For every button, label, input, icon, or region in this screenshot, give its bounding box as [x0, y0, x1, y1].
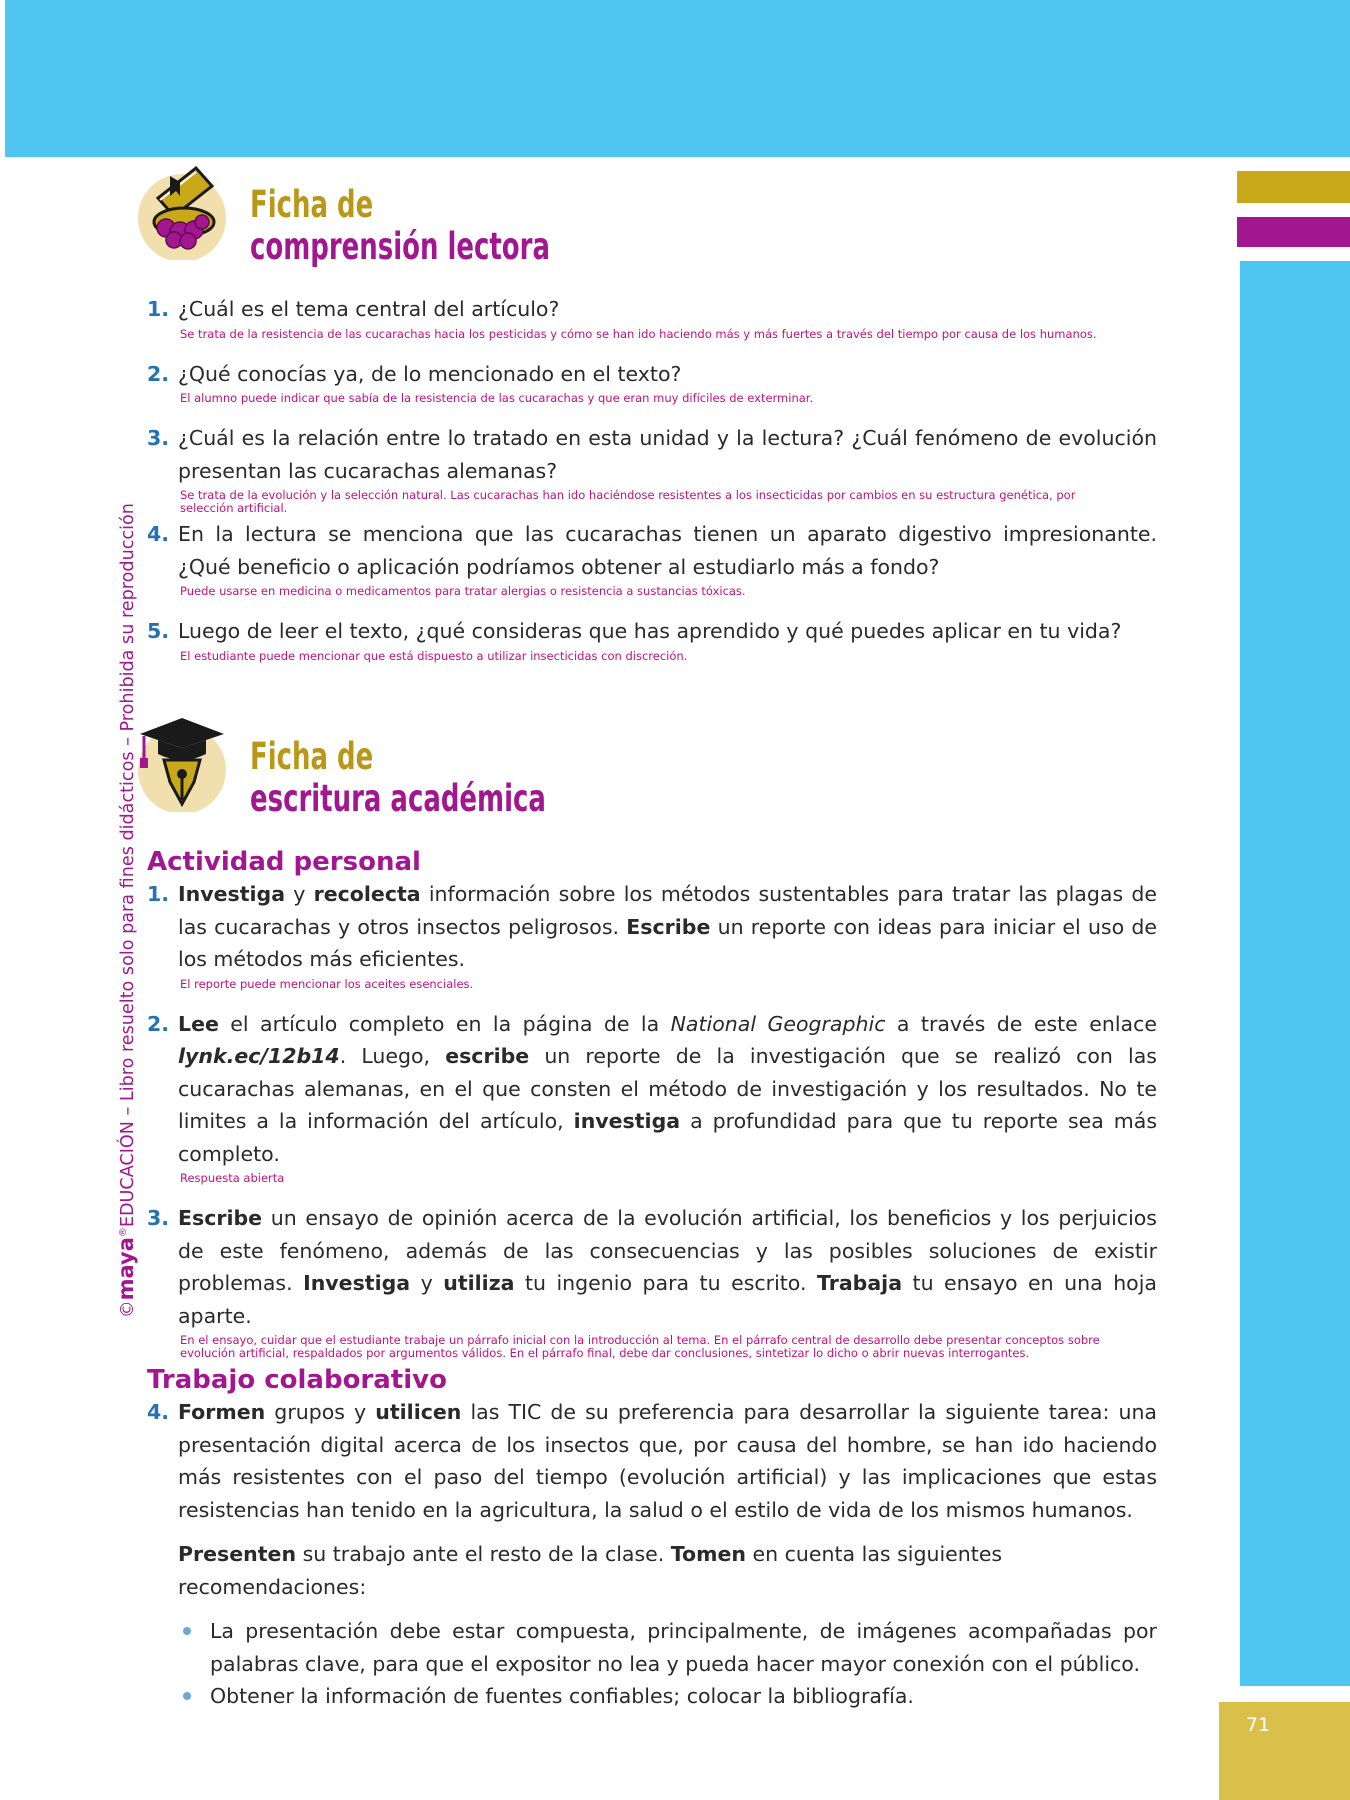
reading-question-1 — [147, 293, 1157, 326]
reading-title-line1: Ficha de — [250, 183, 374, 226]
reading-answer-2: El alumno puede indicar que sabía de la resistencia de las cucarachas y que eran muy difíciles de exterminar. — [180, 391, 814, 405]
question-number: 5. — [147, 619, 170, 643]
text-segment: tu ensayo en una hoja aparte. — [178, 1271, 1157, 1328]
right-color-strip — [1240, 261, 1350, 1686]
reading-question-3 — [147, 422, 1157, 487]
page-number: 71 — [1245, 1714, 1271, 1736]
question-text: En la lectura se menciona que las cucarachas tienen un aparato digestivo impresionante. ¿Qué beneficio o aplicación podríamos obtener al estudiarlo más a fondo? — [178, 522, 1157, 579]
text-segment: un reporte de la investigación que se realizó con las cucarachas alemanas, en el que consten el método de investigación y los resultados. No te limites a la información del artículo, — [178, 1044, 1157, 1133]
question-number: 1. — [147, 297, 170, 321]
text-segment: . Luego, — [339, 1044, 446, 1068]
recommendation-item — [147, 1680, 1157, 1713]
personal-activity-title: Actividad personal — [147, 847, 421, 877]
recommendation-text: La presentación debe estar compuesta, principalmente, de imágenes acompañadas por palabras clave, para que el expositor no lea y pueda hacer mayor conexión con el público. — [210, 1619, 1157, 1676]
graduation-pen-icon — [130, 712, 230, 812]
text-segment: el artículo completo en la página de la — [218, 1011, 671, 1036]
reading-question-2 — [147, 358, 1157, 391]
writing-question-1 — [147, 878, 1157, 976]
question-number: 2. — [147, 1011, 170, 1036]
verb-lee: Lee — [178, 1011, 219, 1036]
question-number: 2. — [147, 361, 170, 386]
writing-content — [147, 846, 1157, 1713]
writing-title — [250, 736, 546, 820]
text-segment: a través de este enlace — [885, 1011, 1157, 1036]
reading-title-line2: comprensión lectora — [250, 225, 550, 268]
verb-trabaja: Trabaja — [817, 1271, 903, 1295]
reading-title — [250, 184, 550, 268]
top-band-edge — [0, 0, 5, 157]
gold-tab — [1237, 171, 1350, 203]
writing-question-2 — [147, 1008, 1157, 1171]
reading-questions — [147, 293, 1157, 663]
recommendation-text: Obtener la información de fuentes confiables; colocar la bibliografía. — [210, 1684, 914, 1708]
verb-investiga: Investiga — [178, 882, 286, 906]
writing-question-4 — [147, 1396, 1157, 1526]
verb-formen: Formen — [178, 1400, 266, 1424]
magenta-tab — [1237, 217, 1350, 247]
registered-mark: ® — [118, 1227, 130, 1238]
reading-question-4 — [147, 518, 1157, 583]
text-segment: y — [285, 882, 314, 906]
question-text: ¿Qué conocías ya, de lo mencionado en el texto? — [178, 361, 682, 386]
writing-title-line1: Ficha de — [250, 735, 374, 778]
brand-logo-text: maya — [114, 1237, 138, 1301]
verb-utiliza: utiliza — [443, 1271, 515, 1295]
question-number: 1. — [147, 882, 170, 906]
text-segment: a profundidad para que tu reporte sea más completo. — [178, 1109, 1157, 1166]
publication-name: National Geographic — [670, 1011, 886, 1036]
copyright-text: EDUCACIÓN – Libro resuelto solo para fines didácticos – Prohibida su reproducción — [118, 503, 138, 1228]
text-segment: un ensayo de opinión acerca de la evolución artificial, los beneficios y los perjuicios de este fenómeno, además de las consecuencias y las posibles soluciones de existir problemas. — [178, 1206, 1157, 1295]
reading-answer-5: El estudiante puede mencionar que está dispuesto a utilizar insecticidas con discreción. — [180, 648, 688, 663]
copyright-symbol: © — [118, 1300, 138, 1318]
verb-tomen: Tomen — [670, 1542, 747, 1566]
top-color-band — [0, 0, 1350, 157]
writing-question-3 — [147, 1202, 1157, 1332]
question-text: ¿Cuál es el tema central del artículo? — [178, 297, 560, 321]
writing-answer-1: El reporte puede mencionar los aceites esenciales. — [180, 976, 474, 991]
question-number: 4. — [147, 1400, 170, 1424]
verb-investiga: investiga — [573, 1109, 681, 1133]
writing-title-line2: escritura académica — [250, 777, 546, 820]
text-segment: y — [410, 1271, 444, 1295]
verb-investiga: Investiga — [303, 1271, 411, 1295]
bullet-dot-icon — [183, 1627, 191, 1635]
verb-escribe: escribe — [445, 1044, 530, 1068]
question-text: ¿Cuál es la relación entre lo tratado en esta unidad y la lectura? ¿Cuál fenómeno de evolución presentan las cucarachas alemanas? — [178, 426, 1157, 483]
writing-answer-2: Respuesta abierta — [180, 1171, 285, 1185]
reading-answer-1: Se trata de la resistencia de las cucarachas hacia los pesticidas y cómo se han ido haciendo más y más fuertes a través del tiempo por causa de los humanos. — [180, 326, 1097, 341]
text-segment: en cuenta las siguientes recomendaciones: — [178, 1542, 1003, 1599]
question-number: 4. — [147, 522, 170, 546]
recommendation-item — [147, 1615, 1157, 1680]
text-segment: información sobre los métodos sustentables para tratar las plagas de las cucarachas y otros insectos peligrosos. — [178, 882, 1157, 939]
question-text: Luego de leer el texto, ¿qué consideras que has aprendido y qué puedes aplicar en tu vida? — [178, 619, 1122, 643]
bullet-dot-icon — [183, 1692, 191, 1700]
text-segment: grupos y — [265, 1400, 376, 1424]
text-segment: un reporte con ideas para iniciar el uso de los métodos más eficientes. — [178, 914, 1158, 971]
copyright-notice — [114, 503, 138, 1318]
verb-recolecta: recolecta — [313, 882, 421, 906]
verb-escribe: Escribe — [626, 914, 711, 939]
reading-question-5 — [147, 615, 1157, 648]
book-brain-icon — [130, 160, 230, 260]
article-link[interactable]: lynk.ec/12b14 — [178, 1044, 340, 1068]
reading-answer-4: Puede usarse en medicina o medicamentos para tratar alergias o resistencia a sustancias tóxicas. — [180, 584, 746, 598]
text-segment: su trabajo ante el resto de la clase. — [296, 1542, 671, 1566]
collaborative-work-title: Trabajo colaborativo — [147, 1365, 447, 1395]
verb-presenten: Presenten — [178, 1542, 297, 1566]
writing-answer-3: En el ensayo, cuidar que el estudiante trabaje un párrafo inicial con la introducción al tema. En el párrafo central de desarrollo debe presentar conceptos sobre evolución artificial, respaldados por argumentos válidos. En el párrafo final, debe dar conclusiones, sintetizar lo dicho o abrir nuevas interrogantes. — [180, 1333, 1100, 1360]
reading-answer-3: Se trata de la evolución y la selección natural. Las cucarachas han ido haciéndose resistentes a los insecticidas por cambios en su estructura genética, por selección artificial. — [180, 488, 1076, 515]
verb-utilicen: utilicen — [375, 1400, 462, 1424]
question-number: 3. — [147, 426, 170, 450]
text-segment: las TIC de su preferencia para desarrollar la siguiente tarea: una presentación digital acerca de los insectos que, por causa del hombre, se han ido haciendo más resistentes con el paso del tiempo (evolución artificial) y las implicaciones que estas resistencias han tenido en la agricultura, la salud o el estilo de vida de los mismos humanos. — [178, 1400, 1157, 1522]
verb-escribe: Escribe — [178, 1206, 263, 1230]
question-number: 3. — [147, 1206, 170, 1230]
text-segment: tu ingenio para tu escrito. — [514, 1271, 817, 1295]
presentation-instructions — [147, 1538, 1157, 1603]
